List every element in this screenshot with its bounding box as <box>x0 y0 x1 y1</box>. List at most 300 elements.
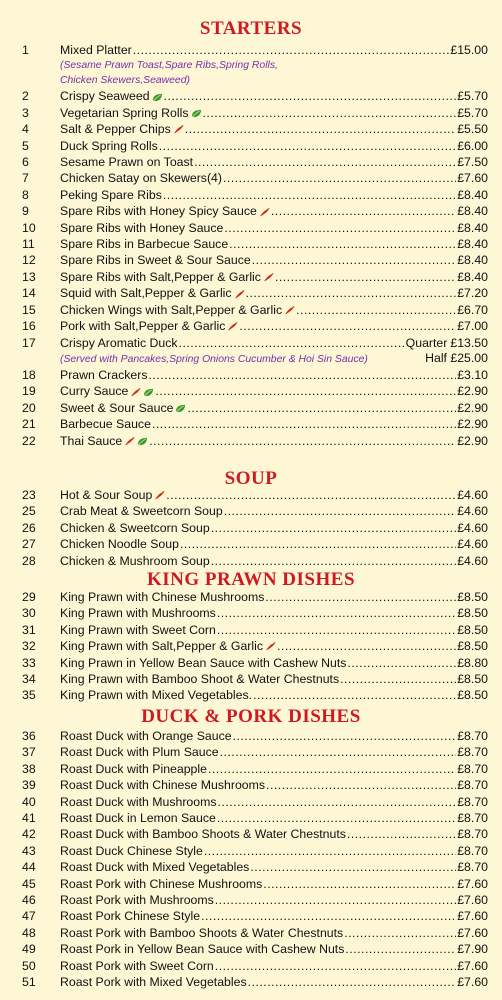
item-price: £5.70 <box>457 105 488 120</box>
item-price: £8.50 <box>457 606 488 621</box>
menu-item <box>0 892 502 908</box>
item-price: £8.70 <box>457 860 488 875</box>
item-name <box>60 121 184 137</box>
dot-leader <box>229 236 456 252</box>
dot-leader <box>148 367 456 383</box>
section-title: KING PRAWN DISHES <box>146 569 356 590</box>
item-number: 27 <box>22 537 36 552</box>
dot-leader <box>218 794 457 810</box>
item-name-text: Duck Spring Rolls <box>60 138 158 153</box>
item-number: 45 <box>22 876 36 891</box>
menu-item <box>0 958 502 974</box>
item-price: £8.40 <box>457 237 488 252</box>
item-name <box>60 826 346 842</box>
item-price: £3.10 <box>457 367 488 382</box>
menu-item <box>0 520 502 536</box>
dot-leader <box>220 744 457 760</box>
item-name-text: Roast Pork with Mushrooms <box>60 893 214 908</box>
item-number: 48 <box>22 925 36 940</box>
dot-leader <box>208 761 456 777</box>
chilli-icon <box>234 290 245 299</box>
item-price: £8.50 <box>457 639 488 654</box>
item-name-text: Barbecue Sauce <box>60 417 151 432</box>
item-name-text: Mixed Platter <box>60 43 132 57</box>
item-name-text: Roast Duck with Mushrooms <box>60 794 217 809</box>
chilli-icon <box>173 125 184 134</box>
dot-leader <box>155 383 456 399</box>
item-price: £4.60 <box>457 504 488 519</box>
dot-leader <box>246 285 457 301</box>
menu-item <box>0 236 502 252</box>
item-name <box>60 236 228 252</box>
item-name <box>60 859 249 875</box>
menu-item <box>0 536 502 552</box>
chilli-icon <box>263 273 274 282</box>
item-name <box>60 958 214 974</box>
dot-leader <box>133 42 450 58</box>
item-number: 16 <box>22 319 36 334</box>
item-name <box>60 335 178 351</box>
item-name <box>60 728 232 744</box>
menu-item <box>0 859 502 875</box>
item-name <box>60 520 210 536</box>
menu-item <box>0 187 502 203</box>
dot-leader <box>152 416 456 432</box>
menu-item <box>0 105 502 121</box>
item-name <box>60 220 223 236</box>
item-name <box>60 876 262 892</box>
item-description: Chicken Skewers,Seaweed) <box>60 75 190 87</box>
menu-item <box>0 589 502 605</box>
section-title: STARTERS <box>199 18 303 39</box>
item-name <box>60 138 158 154</box>
item-price: £8.70 <box>457 745 488 760</box>
item-number: 5 <box>22 138 29 153</box>
item-price: £8.50 <box>457 672 488 687</box>
item-name-text: Hot & Sour Soup <box>60 488 153 502</box>
dot-leader <box>164 88 457 104</box>
item-name <box>60 638 276 654</box>
item-number: 30 <box>22 606 36 621</box>
menu-item <box>0 220 502 236</box>
item-description: (Sesame Prawn Toast,Spare Ribs,Spring Rolls, <box>60 60 278 72</box>
menu-item <box>0 761 502 777</box>
item-price: £7.60 <box>457 958 488 973</box>
dot-leader <box>211 553 457 569</box>
item-price: £8.50 <box>457 622 488 637</box>
menu-item <box>0 154 502 170</box>
item-name-text: Roast Pork in Yellow Bean Sauce with Cashew Nuts <box>60 942 345 957</box>
dot-leader <box>253 687 456 703</box>
item-name-text: Prawn Crackers <box>60 367 148 382</box>
dot-leader <box>211 520 457 536</box>
item-name-text: Roast Duck with Plum Sauce <box>60 745 219 760</box>
item-name-text: Roast Pork with Sweet Corn <box>60 958 214 973</box>
item-price: £5.70 <box>457 89 488 104</box>
item-number: 19 <box>22 384 36 399</box>
item-name <box>60 203 270 219</box>
item-name-text: Chicken & Sweetcorn Soup <box>60 520 210 535</box>
menu-item <box>0 302 502 318</box>
item-name-text: Roast Pork with Mixed Vegetables <box>60 975 247 990</box>
item-name-text: Thai Sauce <box>60 433 123 448</box>
item-name-text: Crispy Aromatic Duck <box>60 335 178 350</box>
item-number: 8 <box>22 187 29 202</box>
item-number: 37 <box>22 745 36 760</box>
item-price: £7.60 <box>457 876 488 891</box>
item-name <box>60 892 214 908</box>
section-title: SOUP <box>224 468 278 489</box>
item-number: 49 <box>22 942 36 957</box>
dot-leader <box>163 187 456 203</box>
menu-item <box>0 553 502 569</box>
item-name-text: Curry Sauce <box>60 384 129 399</box>
menu-item <box>0 252 502 268</box>
item-number: 15 <box>22 302 36 317</box>
menu-item <box>0 638 502 654</box>
menu-item <box>0 367 502 383</box>
dot-leader <box>347 655 456 671</box>
dot-leader <box>159 138 456 154</box>
item-name <box>60 400 186 416</box>
item-number: 32 <box>22 639 36 654</box>
item-description: (Served with Pancakes,Spring Onions Cucumber & Hoi Sin Sauce) <box>60 353 368 365</box>
menu-item <box>0 203 502 219</box>
dot-leader <box>250 859 456 875</box>
item-price: £8.70 <box>457 827 488 842</box>
menu-item <box>0 843 502 859</box>
item-price: £4.60 <box>457 520 488 535</box>
item-number: 25 <box>22 504 36 519</box>
item-price: £8.40 <box>457 253 488 268</box>
item-name-text: King Prawn with Sweet Corn <box>60 622 216 637</box>
item-number: 23 <box>22 488 36 502</box>
item-name-text: Sweet & Sour Sauce <box>60 400 174 415</box>
dot-leader <box>204 843 456 859</box>
item-name <box>60 302 295 318</box>
item-description-row <box>0 351 502 367</box>
item-name-text: Chicken Satay on Skewers(4) <box>60 171 222 186</box>
portion-label: Quarter <box>405 335 448 350</box>
dot-leader <box>296 302 456 318</box>
item-price: £8.40 <box>457 220 488 235</box>
menu-item <box>0 826 502 842</box>
item-name-text: King Prawn with Mixed Vegetables. <box>60 688 253 703</box>
item-price: £7.60 <box>457 893 488 908</box>
item-number: 17 <box>22 335 36 350</box>
item-price: £8.40 <box>457 204 488 219</box>
item-number: 2 <box>22 89 29 104</box>
item-number: 18 <box>22 367 36 382</box>
menu-item <box>0 655 502 671</box>
item-name-text: Spare Ribs with Honey Sauce <box>60 220 224 235</box>
menu-item <box>0 810 502 826</box>
item-number: 31 <box>22 622 36 637</box>
item-name <box>60 671 339 687</box>
menu-item <box>0 876 502 892</box>
item-number: 13 <box>22 269 36 284</box>
item-name <box>60 794 217 810</box>
item-name-text: Roast Pork with Chinese Mushrooms <box>60 876 263 891</box>
vegetarian-leaf-icon <box>137 437 148 446</box>
item-number: 1 <box>22 43 29 57</box>
menu-item <box>0 777 502 793</box>
item-number: 10 <box>22 220 36 235</box>
menu-item <box>0 908 502 924</box>
item-name <box>60 744 219 760</box>
dot-leader <box>203 105 457 121</box>
item-number: 11 <box>22 237 35 252</box>
item-name-text: Spare Ribs in Sweet & Sour Sauce <box>60 253 251 268</box>
item-name-text: King Prawn in Yellow Bean Sauce with Cashew Nuts <box>60 655 347 670</box>
item-number: 42 <box>22 827 36 842</box>
item-name-text: Roast Duck in Lemon Sauce <box>60 811 216 826</box>
menu-item <box>0 974 502 990</box>
item-name-text: Roast Duck with Chinese Mushrooms <box>60 778 266 793</box>
dot-leader <box>239 318 456 334</box>
item-name <box>60 843 203 859</box>
menu-item <box>0 622 502 638</box>
item-name-text: Roast Duck with Bamboo Shoots & Water Chestnuts <box>60 827 346 842</box>
section-items <box>0 728 502 991</box>
item-number: 46 <box>22 893 36 908</box>
item-price: £15.00 <box>450 43 488 57</box>
item-name <box>60 416 151 432</box>
item-name-text: Crispy Seaweed <box>60 89 150 104</box>
item-number: 3 <box>22 105 29 120</box>
item-price: £8.70 <box>457 778 488 793</box>
dot-leader <box>344 925 456 941</box>
item-name-text: King Prawn with Bamboo Shoot & Water Chestnuts <box>60 672 340 687</box>
chilli-icon <box>284 306 295 315</box>
dot-leader <box>179 335 405 351</box>
item-name <box>60 974 247 990</box>
item-number: 20 <box>22 400 36 415</box>
dot-leader <box>217 622 456 638</box>
section-items <box>0 589 502 704</box>
item-name-text: Sesame Prawn on Toast <box>60 155 194 170</box>
item-name <box>60 589 264 605</box>
item-name-text: King Prawn with Salt,Pepper & Garlic <box>60 639 263 654</box>
item-price: £8.50 <box>457 590 488 604</box>
item-number: 6 <box>22 155 29 170</box>
item-name-text: Roast Duck with Orange Sauce <box>60 729 232 743</box>
section-items <box>0 487 502 569</box>
item-name-text: Chicken Wings with Salt,Pepper & Garlic <box>60 302 283 317</box>
menu-item <box>0 671 502 687</box>
dot-leader <box>224 503 457 519</box>
item-number: 51 <box>22 975 36 990</box>
dot-leader <box>215 892 456 908</box>
item-name-text: Roast Duck with Mixed Vegetables <box>60 860 250 875</box>
item-number: 4 <box>22 122 29 137</box>
item-name-text: Squid with Salt,Pepper & Garlic <box>60 286 232 301</box>
item-price: £8.70 <box>457 843 488 858</box>
dot-leader <box>347 826 456 842</box>
menu-item <box>0 400 502 416</box>
menu-item <box>0 744 502 760</box>
item-price: £7.60 <box>457 975 488 990</box>
item-name <box>60 42 132 58</box>
dot-leader <box>252 252 457 268</box>
dot-leader <box>215 958 456 974</box>
vegetarian-leaf-icon <box>152 93 163 102</box>
item-price: £7.60 <box>457 171 488 186</box>
item-name-text: Roast Pork Chinese Style <box>60 909 201 924</box>
item-price: £7.50 <box>457 155 488 170</box>
item-price: £5.50 <box>457 122 488 137</box>
menu-item <box>0 925 502 941</box>
item-name <box>60 187 162 203</box>
item-price: £4.60 <box>457 488 488 502</box>
chilli-icon <box>259 208 270 217</box>
item-number: 50 <box>22 958 36 973</box>
item-price: £7.60 <box>457 909 488 924</box>
item-name-text: Salt & Pepper Chips <box>60 122 171 137</box>
section-items <box>0 42 502 449</box>
item-number: 9 <box>22 204 29 219</box>
item-number: 28 <box>22 553 36 568</box>
dot-leader <box>340 671 456 687</box>
dot-leader <box>217 810 456 826</box>
item-name <box>60 908 200 924</box>
item-name-text: Spare Ribs with Salt,Pepper & Garlic <box>60 269 261 284</box>
item-price: £2.90 <box>457 417 488 432</box>
item-price: £7.90 <box>457 942 488 957</box>
item-price: £4.60 <box>457 553 488 568</box>
item-name <box>60 105 202 121</box>
item-name <box>60 367 147 383</box>
menu-item <box>0 941 502 957</box>
item-price: £4.60 <box>457 537 488 552</box>
item-name-text: Chicken Noodle Soup <box>60 537 179 552</box>
item-name <box>60 941 344 957</box>
dot-leader <box>187 400 456 416</box>
item-price: £7.60 <box>457 925 488 940</box>
item-name <box>60 761 207 777</box>
item-name <box>60 810 216 826</box>
menu-item <box>0 285 502 301</box>
item-number: 36 <box>22 729 36 743</box>
menu-item <box>0 416 502 432</box>
item-name <box>60 622 216 638</box>
item-number: 35 <box>22 688 36 703</box>
item-name <box>60 252 251 268</box>
item-name-text: Vegetarian Spring Rolls <box>60 105 189 120</box>
vegetarian-leaf-icon <box>143 388 154 397</box>
item-number: 29 <box>22 590 36 604</box>
item-price: £13.50 <box>450 335 488 350</box>
dot-leader <box>248 974 457 990</box>
item-number: 34 <box>22 672 36 687</box>
item-name-text: Spare Ribs in Barbecue Sauce <box>60 237 229 252</box>
item-name <box>60 777 265 793</box>
dot-leader <box>166 487 456 503</box>
chilli-icon <box>227 322 238 331</box>
item-name <box>60 503 223 519</box>
dot-leader <box>223 170 456 186</box>
menu-item <box>0 335 502 351</box>
item-price: £8.80 <box>457 655 488 670</box>
menu-item <box>0 42 502 58</box>
item-price: £6.00 <box>457 138 488 153</box>
item-number: 22 <box>22 433 36 448</box>
dot-leader <box>266 777 456 793</box>
item-price: £7.00 <box>457 319 488 334</box>
dot-leader <box>217 605 456 621</box>
dot-leader <box>185 121 456 137</box>
item-name <box>60 553 210 569</box>
item-name-text: King Prawn with Chinese Mushrooms <box>60 590 265 604</box>
dot-leader <box>194 154 456 170</box>
menu-item <box>0 487 502 503</box>
item-number: 38 <box>22 761 36 776</box>
menu-item <box>0 433 502 449</box>
dot-leader <box>277 638 456 654</box>
item-name <box>60 170 222 186</box>
item-price: £2.90 <box>457 433 488 448</box>
item-name-text: Spare Ribs with Honey Spicy Sauce <box>60 204 257 219</box>
dot-leader <box>201 908 456 924</box>
item-number: 43 <box>22 843 36 858</box>
section-title: DUCK & PORK DISHES <box>141 706 361 727</box>
item-number: 39 <box>22 778 36 793</box>
item-number: 33 <box>22 655 36 670</box>
item-name <box>60 318 238 334</box>
chilli-icon <box>154 491 165 500</box>
item-name <box>60 433 148 449</box>
item-name-text: Crab Meat & Sweetcorn Soup <box>60 504 223 519</box>
item-name-text: Roast Duck Chinese Style <box>60 843 203 858</box>
menu-item <box>0 138 502 154</box>
item-number: 41 <box>22 811 36 826</box>
item-number: 40 <box>22 794 36 809</box>
item-name <box>60 285 245 301</box>
dot-leader <box>271 203 456 219</box>
item-name-text: Chicken & Mushroom Soup <box>60 553 210 568</box>
item-price: £8.70 <box>457 761 488 776</box>
menu-item <box>0 728 502 744</box>
dot-leader <box>233 728 457 744</box>
item-number: 12 <box>22 253 36 268</box>
dot-leader <box>275 269 456 285</box>
chilli-icon <box>265 642 276 651</box>
item-number: 14 <box>22 286 36 301</box>
item-name <box>60 487 165 503</box>
menu-item <box>0 605 502 621</box>
chilli-icon <box>124 437 135 446</box>
item-name-text: Roast Pork with Bamboo Shoots & Water Chestnuts <box>60 925 344 940</box>
item-price: £8.40 <box>457 187 488 202</box>
item-number: 47 <box>22 909 36 924</box>
item-price: £8.70 <box>457 729 488 743</box>
menu-item <box>0 121 502 137</box>
item-name <box>60 536 179 552</box>
menu-item <box>0 687 502 703</box>
item-number: 7 <box>22 171 29 186</box>
item-number: 21 <box>22 417 36 432</box>
item-name <box>60 925 343 941</box>
item-name <box>60 687 252 703</box>
item-name <box>60 154 193 170</box>
chilli-icon <box>130 388 141 397</box>
item-name-text: Peking Spare Ribs <box>60 187 162 202</box>
item-number: 44 <box>22 860 36 875</box>
item-price: £7.20 <box>457 286 488 301</box>
item-price: £2.90 <box>457 400 488 415</box>
menu-item <box>0 383 502 399</box>
dot-leader <box>180 536 456 552</box>
